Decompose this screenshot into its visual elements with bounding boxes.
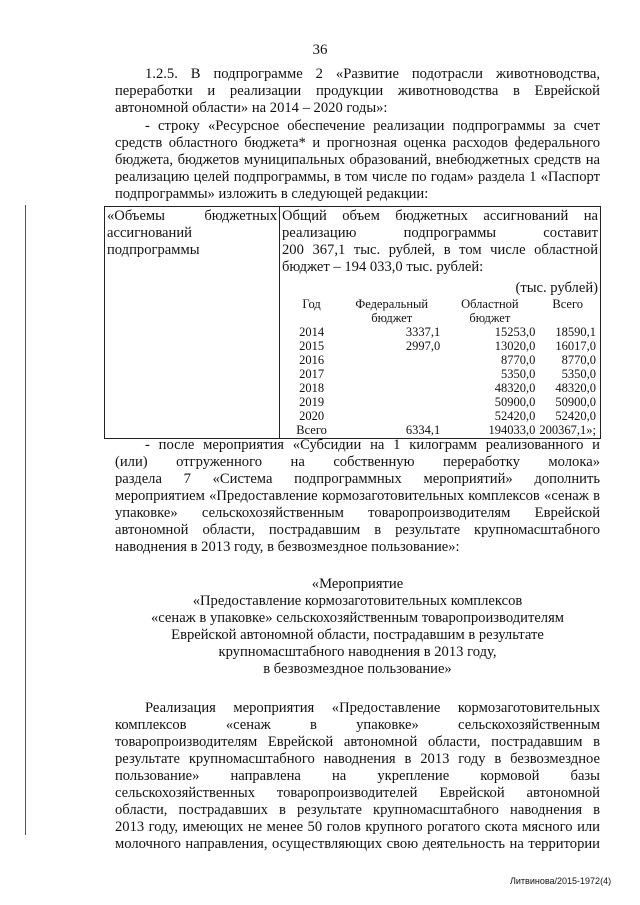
text-line: бюджета, бюджетов муниципальных образований, внебюджетных средств на — [115, 152, 600, 168]
year-cell: 2019 — [299, 395, 325, 409]
text-line: (или) отгруженного на собственную переработку молока» — [115, 454, 600, 470]
federal-cell: 6334,1 — [405, 423, 441, 437]
year-cell: 2017 — [299, 367, 325, 381]
year-cell: 2016 — [299, 353, 325, 367]
text-line: 1.2.5. В подпрограмме 2 «Развитие подотрасли животноводства, — [145, 66, 600, 82]
year-cell: 2018 — [299, 381, 325, 395]
regional-cell: 48320,0 — [494, 381, 536, 395]
total-cell: 5350,0 — [561, 367, 596, 381]
text-line: Общий объем бюджетных ассигнований на — [282, 208, 598, 224]
finance-row — [282, 381, 598, 395]
finance-header-row — [282, 297, 598, 325]
heading-line: «Мероприятие — [311, 576, 404, 592]
text-line: раздела 7 «Система подпрограммных мероприятий» дополнить — [115, 471, 600, 487]
page-number: 36 — [312, 42, 328, 58]
total-cell: 8770,0 — [561, 353, 596, 367]
text-line: товаропроизводителям Еврейской автономной области, пострадавшим в — [115, 734, 600, 750]
text-line: - после мероприятия «Субсидии на 1 килограмм реализованного и — [145, 437, 600, 453]
regional-cell: 50900,0 — [494, 395, 536, 409]
paragraph-add-measure — [115, 437, 600, 556]
text-line: автономной области, пострадавшим в результате крупномасштабного — [115, 522, 600, 538]
text-line: бюджет – 194 033,0 тыс. рублей: — [282, 259, 484, 275]
regional-cell: 8770,0 — [501, 353, 536, 367]
total-cell: 18590,1 — [555, 325, 596, 339]
text-line: средств областного бюджета* и прогнозная оценка расходов федерального — [115, 135, 600, 151]
regional-cell: 52420,0 — [494, 409, 536, 423]
total-cell: 200367,1»; — [539, 423, 596, 437]
finance-row — [282, 325, 598, 339]
finance-row — [282, 339, 598, 353]
text-line: наводнения в 2013 году, в безвозмездное пользование»: — [115, 539, 460, 555]
finance-total-row — [282, 423, 598, 437]
header-year: Год — [302, 297, 321, 311]
paragraph-implementation — [115, 700, 600, 853]
text-line: области, пострадавших в результате крупномасштабного наводнения в — [115, 802, 600, 818]
total-cell: 48320,0 — [555, 381, 596, 395]
regional-cell: 194033,0 — [488, 423, 536, 437]
text-line: упаковке» сельскохозяйственным товаропроизводителям Еврейской — [115, 505, 600, 521]
finance-table — [282, 297, 598, 437]
text-line: комплексов «сенаж в упаковке» сельскохозяйственным — [115, 717, 600, 733]
text-line: реализацию целей подпрограммы, в том числе по годам» раздела 1 «Паспорт — [115, 169, 600, 185]
heading-line: крупномасштабного наводнения в 2013 году, — [218, 644, 497, 660]
text-line: мероприятием «Предоставление кормозаготовительных комплексов «сенаж в — [115, 488, 600, 504]
header-federal: Федеральный бюджет — [355, 297, 429, 325]
heading-line: в безвозмездное пользование» — [263, 661, 452, 677]
regional-cell: 5350,0 — [501, 367, 536, 381]
year-cell: 2014 — [299, 325, 325, 339]
text-line: реализацию подпрограммы составит — [282, 225, 598, 241]
text-line: молочного направления, осуществляющих свою деятельность на территории — [115, 836, 600, 852]
year-cell: Всего — [296, 423, 327, 437]
paragraph-row-change — [115, 118, 600, 203]
passport-right-cell — [280, 207, 601, 439]
text-line: «Объемы бюджетных — [107, 208, 277, 224]
header-total: Всего — [552, 297, 584, 311]
text-line: сельскохозяйственных товаропроизводителей Еврейской автономной — [115, 785, 600, 801]
total-cell: 16017,0 — [555, 339, 596, 353]
finance-row — [282, 367, 598, 381]
text-line: пользование» направлена на укрепление кормовой базы — [115, 768, 600, 784]
text-line: ассигнований — [107, 225, 192, 241]
year-cell: 2020 — [299, 409, 325, 423]
passport-left-cell — [105, 207, 280, 439]
federal-cell — [341, 353, 442, 367]
measure-heading — [115, 576, 600, 678]
finance-row — [282, 409, 598, 423]
text-line: Реализация мероприятия «Предоставление кормозаготовительных — [145, 700, 600, 716]
passport-table — [104, 206, 601, 439]
margin-line — [25, 205, 26, 835]
heading-line: Еврейской автономной области, пострадавшим в результате — [171, 627, 544, 643]
regional-cell: 13020,0 — [494, 339, 536, 353]
text-line: подпрограммы — [107, 242, 200, 258]
footer-code: Литвинова/2015-1972(4) — [510, 876, 612, 886]
year-cell: 2015 — [299, 339, 325, 353]
federal-cell — [341, 409, 442, 423]
paragraph-1-2-5 — [115, 66, 600, 117]
text-line: переработки и реализации продукции животноводства в Еврейской — [115, 83, 600, 99]
total-cell: 50900,0 — [555, 395, 596, 409]
federal-cell — [341, 395, 442, 409]
units-label: (тыс. рублей) — [515, 280, 598, 296]
text-line: - строку «Ресурсное обеспечение реализации подпрограммы за счет — [145, 118, 600, 134]
federal-cell: 2997,0 — [405, 339, 441, 353]
header-regional: Областной бюджет — [461, 297, 519, 325]
finance-row — [282, 395, 598, 409]
federal-cell: 3337,1 — [405, 325, 441, 339]
text-line: результате крупномасштабного наводнения в 2013 году в безвозмездное — [115, 751, 600, 767]
text-line: 2013 году, имеющих не менее 50 голов крупного рогатого скота мясного или — [115, 819, 600, 835]
regional-cell: 15253,0 — [494, 325, 536, 339]
federal-cell — [341, 381, 442, 395]
finance-row — [282, 353, 598, 367]
text-line: подпрограммы» изложить в следующей редакции: — [115, 186, 429, 202]
heading-line: «сенаж в упаковке» сельскохозяйственным товаропроизводителям — [150, 610, 565, 626]
text-line: 200 367,1 тыс. рублей, в том числе областной — [282, 242, 598, 258]
heading-line: «Предоставление кормозаготовительных комплексов — [192, 593, 523, 609]
text-line: автономной области» на 2014 – 2020 годы»: — [115, 100, 388, 116]
federal-cell — [341, 367, 442, 381]
total-cell: 52420,0 — [555, 409, 596, 423]
